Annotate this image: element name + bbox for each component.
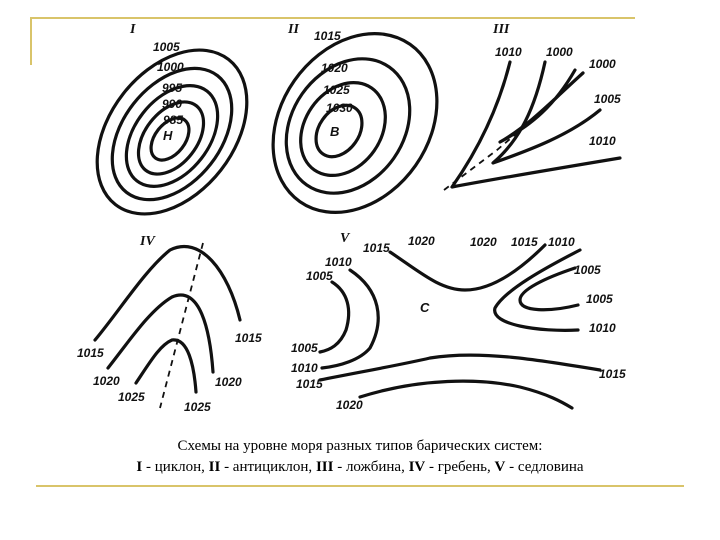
isobar-label: 1020 <box>408 234 435 248</box>
isobar-1005-right <box>520 268 578 310</box>
isobar-label: 1010 <box>325 255 352 269</box>
caption-term: II <box>208 459 221 475</box>
frame-bottom-line <box>36 485 684 487</box>
panel-5-numeral: V <box>340 231 350 246</box>
isobar-label: 995 <box>162 81 183 95</box>
isobar-label: 1010 <box>548 235 575 249</box>
isobar-1000 <box>493 62 600 163</box>
isobar-label: 1020 <box>321 61 348 75</box>
isobar-label: 1005 <box>574 263 601 277</box>
isobar-label: 1020 <box>215 375 242 389</box>
caption-term: III <box>315 459 334 475</box>
isobar-label: 1015 <box>314 29 341 43</box>
isobar-label: 1025 <box>323 83 350 97</box>
isobar-label: 1005 <box>594 92 621 106</box>
panel-trough <box>444 22 621 190</box>
caption-desc: - гребень, <box>425 459 495 475</box>
caption-desc: - антициклон, <box>220 459 316 475</box>
isobar-label: 1005 <box>153 40 180 54</box>
isobar-1015 <box>95 246 240 340</box>
isobar-label: 1005 <box>291 341 318 355</box>
panel-4-numeral: IV <box>140 234 155 249</box>
panel-3-numeral: III <box>493 22 510 37</box>
isobar-label: 1000 <box>157 60 184 74</box>
center-label-low: Н <box>163 128 173 143</box>
panel-ridge <box>77 234 262 414</box>
isobar-label: 1000 <box>589 57 616 71</box>
isobar-label: 1015 <box>77 346 104 360</box>
isobar-label: 1020 <box>470 235 497 249</box>
isobar-label: 1015 <box>296 377 323 391</box>
isobar-label: 1015 <box>599 367 626 381</box>
caption-line-1: Схемы на уровне моря разных типов барических систем: <box>177 438 543 454</box>
isobar-1010-left <box>322 270 378 368</box>
isobar-label: 1010 <box>291 361 318 375</box>
isobar-label-extra: 1005 <box>586 292 613 306</box>
panel-anticyclone <box>239 2 470 244</box>
center-label-high: В <box>330 124 340 139</box>
isobar-label: 1025 <box>118 390 145 404</box>
isobar-label: 1020 <box>336 398 363 412</box>
isobar-label: 1015 <box>235 331 262 345</box>
caption <box>40 436 680 478</box>
isobar-label: 1010 <box>495 45 522 59</box>
isobar-label: 985 <box>163 113 184 127</box>
isobar-1010-right <box>495 250 580 330</box>
isobar-1015 <box>239 2 470 244</box>
isobar-1015-bottom <box>320 355 600 380</box>
center-label-saddle: С <box>420 300 430 315</box>
isobar-label: 1010 <box>589 321 616 335</box>
isobar-label: 1015 <box>511 235 538 249</box>
caption-term: V <box>494 459 506 475</box>
isobar-label: 1005 <box>306 269 333 283</box>
isobar-1010 <box>452 62 620 187</box>
isobar-1020-bottom <box>360 381 572 408</box>
isobar-1020 <box>108 295 213 372</box>
isobar-label: 1010 <box>589 134 616 148</box>
isobar-label: 990 <box>162 97 183 111</box>
panel-saddle <box>291 231 626 412</box>
isobar-label: 1015 <box>363 241 390 255</box>
isobar-1005-left <box>320 282 349 352</box>
panel-1-numeral: I <box>130 22 136 37</box>
caption-desc: - ложбина, <box>333 459 409 475</box>
caption-desc: - седловина <box>505 459 584 475</box>
caption-desc: - циклон, <box>142 459 209 475</box>
caption-term: IV <box>408 459 426 475</box>
panel-2-numeral: II <box>288 22 299 37</box>
isobar-label: 1000 <box>546 45 573 59</box>
caption-term: I <box>136 459 143 475</box>
isobar-label: 1020 <box>93 374 120 388</box>
isobar-label: 1030 <box>326 101 353 115</box>
caption-line-2 <box>40 457 680 478</box>
panel-cyclone <box>67 21 278 242</box>
isobar-label: 1025 <box>184 400 211 414</box>
